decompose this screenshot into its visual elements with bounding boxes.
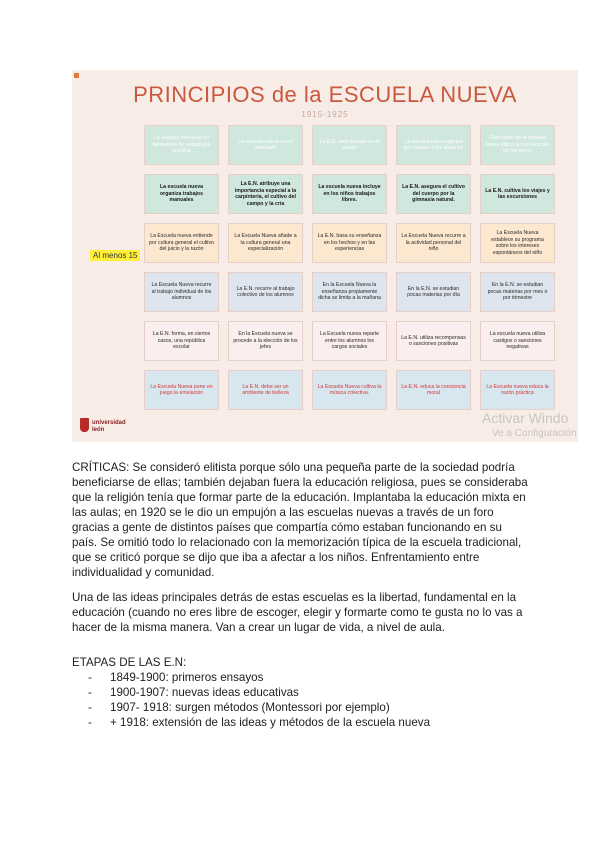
side-highlight-label: Al menos 15 bbox=[90, 250, 140, 261]
university-crest-icon bbox=[80, 418, 89, 432]
slide-corner-mark bbox=[74, 73, 79, 78]
slide-title: PRINCIPIOS de la ESCUELA NUEVA bbox=[133, 82, 517, 107]
logo-text-line-1: universidad bbox=[92, 420, 126, 426]
principle-cell: En la E.N. se estudian pocas materias por día bbox=[396, 272, 471, 312]
bullet-dash: - bbox=[88, 701, 92, 714]
stage-text: 1849-1900: primeros ensayos bbox=[110, 671, 264, 684]
principle-cell: La Escuela nueva entiende por cultura general el cultivo del juicio y la razón bbox=[144, 223, 219, 263]
principle-cell: La E.N. forma, en ciertos casos, una república escolar bbox=[144, 321, 219, 361]
principle-cell: La escuela nueva organiza trabajos manuales bbox=[144, 174, 219, 214]
principle-cell: La escuela nueva incluye en los niños trabajos libres. bbox=[312, 174, 387, 214]
activate-windows-watermark-sub: Ve a Configuración bbox=[492, 428, 577, 439]
stage-text: + 1918: extensión de las ideas y métodos de la escuela nueva bbox=[110, 716, 431, 729]
principle-cell: La Escuela Nueva pone en juego la emulación bbox=[144, 370, 219, 410]
university-logo bbox=[80, 418, 140, 440]
logo-text-line-2: león bbox=[92, 427, 105, 433]
stages-list bbox=[88, 670, 430, 730]
embedded-slide-image bbox=[72, 70, 578, 442]
principle-cell: La E.N. asegura el cultivo del cuerpo por la gimnasia natural. bbox=[396, 174, 471, 214]
bullet-dash: - bbox=[88, 716, 92, 729]
principle-cell: La E.N. está situada en el campo bbox=[312, 125, 387, 165]
stages-title: ETAPAS DE LAS E.N: bbox=[72, 656, 187, 669]
principle-cell: La E.N. recurre al trabajo colectivo de los alumnos bbox=[228, 272, 303, 312]
principles-grid bbox=[144, 125, 549, 410]
principle-cell: La escuela nueva utiliza castigos o sanciones negativas bbox=[480, 321, 555, 361]
criticas-paragraph: CRÍTICAS: Se consideró elitista porque sólo una pequeña parte de la sociedad podría beneficiarse de ellas; también dejaban fuera la educación religiosa, pues se consideraba que la religión tenía que formar parte de la educación. Implantaba la educación mixta en las aulas; en 1920 se le dio un empujón a las escuelas nuevas a través de un foro gracias a gente de distintos países que compartía cómo estaban funcionando en su país. Se omitió todo lo relacionado con la memorización típica de la escuela tradicional, que se criticó porque se dijo que iba a afectar a los niños. Enfrentamiento entre individualidad y comunidad. bbox=[72, 461, 528, 579]
principle-cell: La E.N. basa su enseñanza en los hechos y en las experiencias bbox=[312, 223, 387, 263]
slide-subtitle: 1915-1925 bbox=[301, 110, 349, 119]
ideas-paragraph: Una de las ideas principales detrás de estas escuelas es la libertad, fundamental en la educación (cuando no eres libre de escoger, elegir y formarte como te gusta no lo vas a hacer de la misma manera. Van a crear un lugar de vida, a nivel de aula. bbox=[72, 591, 523, 634]
principle-cell: Gran parte de la escuela nueva utiliza la coeducación de los sexos bbox=[480, 125, 555, 165]
principle-cell: La Escuela Nueva establece su programa sobre los intereses espontáneos del niño bbox=[480, 223, 555, 263]
bullet-dash: - bbox=[88, 671, 92, 684]
principle-cell: La E.N. utiliza recompensas o sanciones positivas bbox=[396, 321, 471, 361]
principle-cell: La E.N. educa la conciencia moral bbox=[396, 370, 471, 410]
stage-item bbox=[88, 670, 430, 685]
stage-text: 1900-1907: nuevas ideas educativas bbox=[110, 686, 299, 699]
principle-cell: La E.N. atribuye una importancia especial a la carpintería, el cultivo del campo y la cría bbox=[228, 174, 303, 214]
university-logo-text bbox=[92, 420, 126, 434]
principle-cell: La escuela nueva agrupa por edades a los alumnos bbox=[396, 125, 471, 165]
principle-cell: En la Escuela Nueva la enseñanza propiamente dicha se limita a la mañana bbox=[312, 272, 387, 312]
principle-cell: La Escuela nueva reparte entre los alumnos los cargos sociales bbox=[312, 321, 387, 361]
principle-cell: La E.N. cultiva los viajes y las excursiones bbox=[480, 174, 555, 214]
principle-cell: La escuela nueva es un laboratorio de pedagogía práctica bbox=[144, 125, 219, 165]
stage-item bbox=[88, 715, 430, 730]
principle-cell: La Escuela nueva educa la razón práctica bbox=[480, 370, 555, 410]
principle-cell: La Escuela Nueva recurre al trabajo individual de los alumnos bbox=[144, 272, 219, 312]
stage-item bbox=[88, 685, 430, 700]
principle-cell: La escuela nueva es un internado bbox=[228, 125, 303, 165]
principle-cell: La E.N. debe ser un ambiente de belleza bbox=[228, 370, 303, 410]
activate-windows-watermark: Activar Windo bbox=[482, 410, 569, 426]
principle-cell: La Escuela Nueva cultiva la música colectiva. bbox=[312, 370, 387, 410]
stage-item bbox=[88, 700, 430, 715]
principle-cell: La Escuela Nueva añade a la cultura general una especialización bbox=[228, 223, 303, 263]
stage-text: 1907- 1918: surgen métodos (Montessori por ejemplo) bbox=[110, 701, 390, 714]
principle-cell: En la E.N. se estudian pocas materias por mes o por trimestre bbox=[480, 272, 555, 312]
principle-cell: La Escuela Nueva recurre a la actividad personal del niño bbox=[396, 223, 471, 263]
bullet-dash: - bbox=[88, 686, 92, 699]
principle-cell: En la Escuela nueva se procede a la elección de los jefes bbox=[228, 321, 303, 361]
